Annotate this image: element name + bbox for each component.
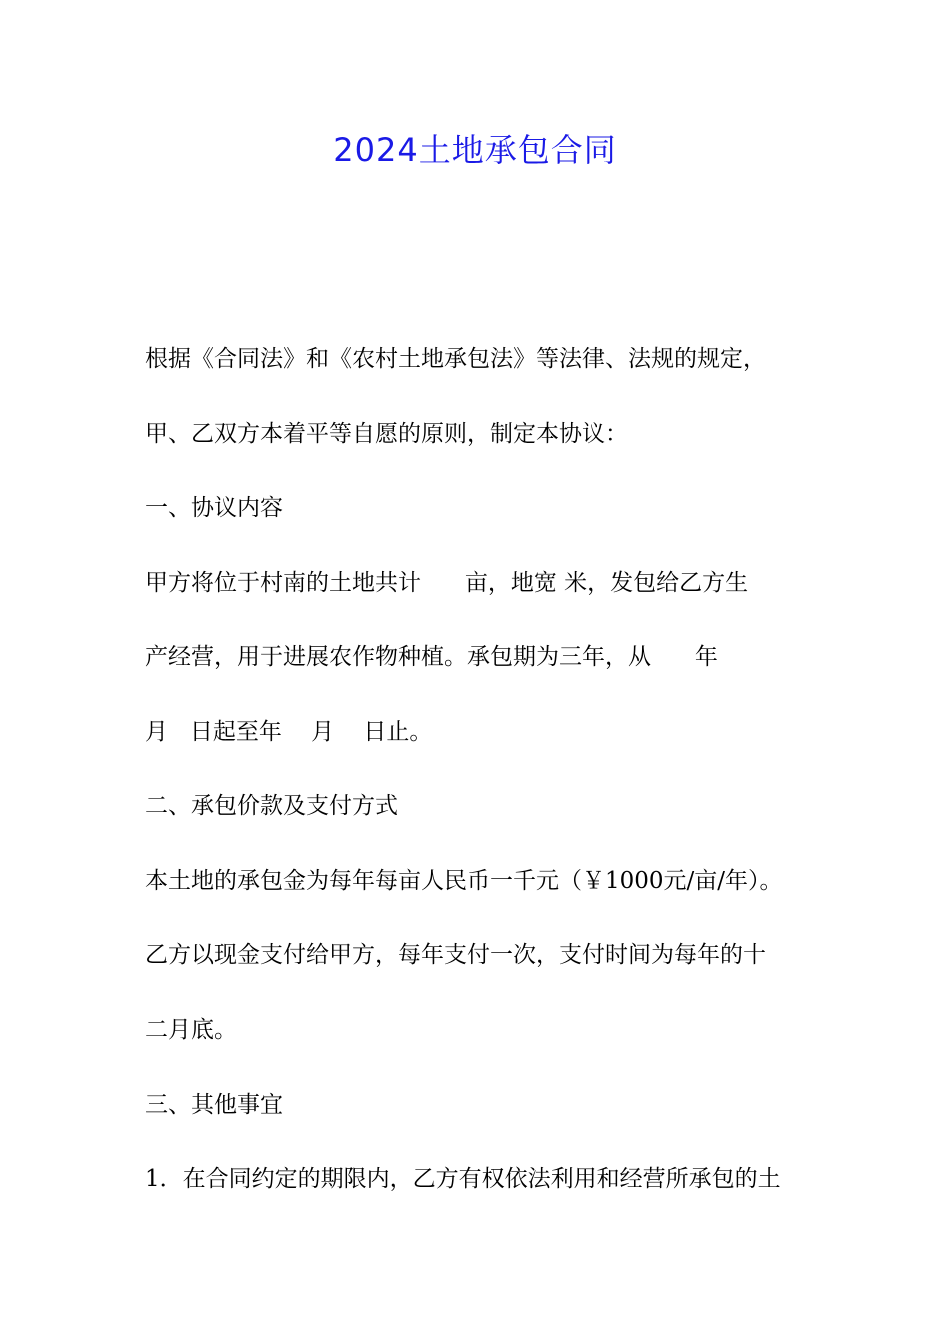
paragraph-line-3: 甲方将位于村南的土地共计 亩，地宽 米，发包给乙方生: [145, 570, 749, 596]
document-title: 2024土地承包合同: [333, 131, 617, 169]
paragraph-line-2: 甲、乙双方本着平等自愿的原则，制定本协议：: [145, 421, 628, 447]
paragraph-line-6: 本土地的承包金为每年每亩人民币一千元（￥1000元/亩/年）。: [145, 868, 783, 894]
section-heading-3: 三、其他事宜: [145, 1092, 283, 1118]
paragraph-line-5: 月 日起至年 月 日止。: [145, 719, 433, 745]
paragraph-line-4: 产经营，用于进展农作物种植。承包期为三年，从 年: [145, 644, 718, 670]
section-heading-1: 一、协议内容: [145, 495, 283, 521]
paragraph-line-7: 乙方以现金支付给甲方，每年支付一次，支付时间为每年的十: [145, 942, 766, 968]
paragraph-line-8: 二月底。: [145, 1017, 237, 1043]
section-heading-2: 二、承包价款及支付方式: [145, 793, 398, 819]
paragraph-line-1: 根据《合同法》和《农村土地承包法》等法律、法规的规定，: [145, 346, 766, 372]
paragraph-line-9: 1．在合同约定的期限内，乙方有权依法利用和经营所承包的土: [145, 1166, 781, 1192]
